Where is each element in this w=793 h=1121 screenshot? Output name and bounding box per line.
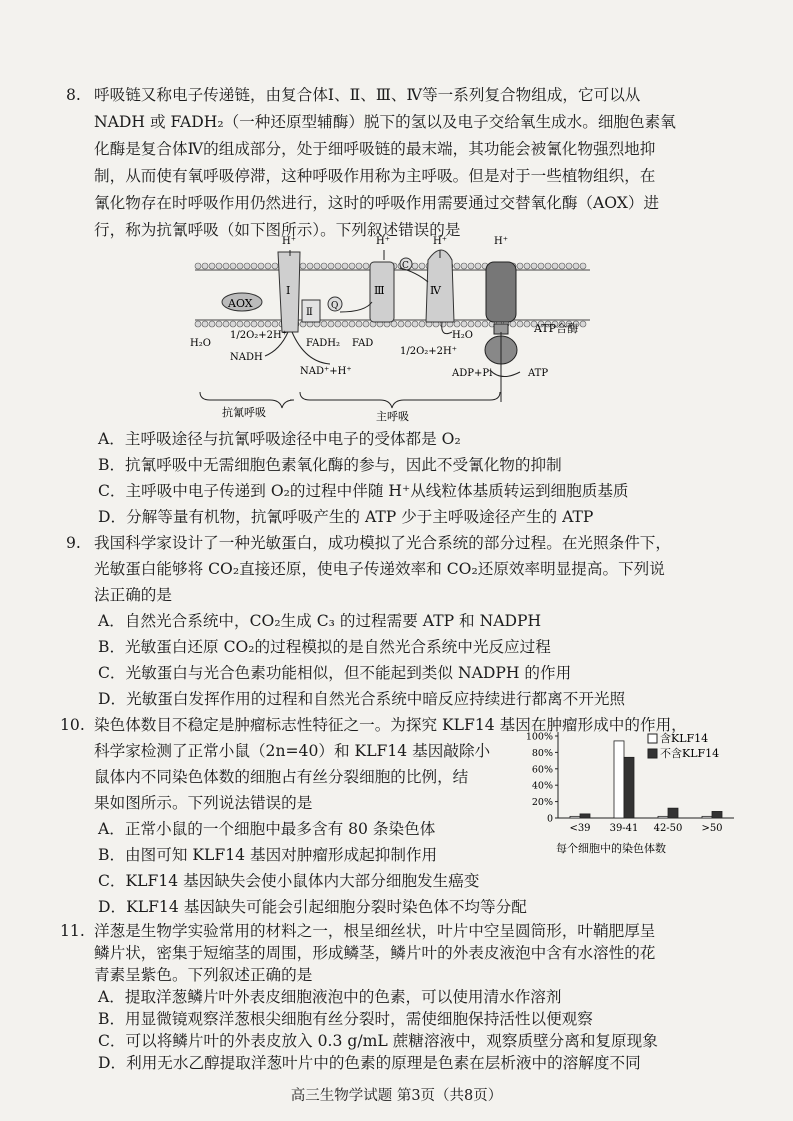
phospholipid-head bbox=[419, 263, 425, 269]
adp-label: ADP+Pi bbox=[452, 368, 493, 379]
phospholipid-head bbox=[272, 263, 278, 269]
aox-label: AOX bbox=[228, 297, 253, 310]
question-text-line: 鼠体内不同染色体数的细胞占有丝分裂细胞的比例，结 bbox=[94, 768, 469, 786]
y-tick-label: 60% bbox=[531, 764, 553, 776]
option-b: B．光敏蛋白还原 CO₂的过程模拟的是自然光合系统中光反应过程 bbox=[98, 638, 551, 656]
bar-with-klf14 bbox=[614, 741, 624, 818]
option-b: B．用显微镜观察洋葱根尖细胞有丝分裂时，需使细胞保持活性以便观察 bbox=[98, 1010, 593, 1028]
phospholipid-head bbox=[398, 321, 404, 327]
option-a: A．自然光合系统中，CO₂生成 C₃ 的过程需要 ATP 和 NADPH bbox=[98, 612, 542, 630]
cyanide-resistant-label: 抗氰呼吸 bbox=[222, 406, 266, 419]
page-footer: 高三生物学试题 第3页（共8页） bbox=[290, 1088, 503, 1104]
complex-3-label: Ⅲ bbox=[374, 284, 385, 297]
phospholipid-head bbox=[321, 321, 327, 327]
phospholipid-head bbox=[412, 321, 418, 327]
chart-x-axis-label: 每个细胞中的染色体数 bbox=[556, 842, 666, 855]
h-plus-label: H⁺ bbox=[433, 236, 447, 247]
y-tick-label: 40% bbox=[531, 780, 553, 792]
phospholipid-head bbox=[209, 321, 215, 327]
phospholipid-head bbox=[314, 263, 320, 269]
phospholipid-head bbox=[195, 263, 201, 269]
question-text-line: 洋葱是生物学实验常用的材料之一，根呈细丝状，叶片中空呈圆筒形，叶鞘肥厚呈 bbox=[94, 922, 656, 940]
phospholipid-head bbox=[265, 263, 271, 269]
phospholipid-head bbox=[524, 263, 530, 269]
option-d: D．利用无水乙醇提取洋葱叶片中的色素的原理是色素在层析液中的溶解度不同 bbox=[98, 1054, 641, 1072]
question-text-line: 果如图所示。下列说法错误的是 bbox=[94, 794, 313, 812]
bar-without-klf14 bbox=[580, 814, 590, 818]
phospholipid-head bbox=[454, 321, 460, 327]
phospholipid-head bbox=[517, 321, 523, 327]
legend-label-without: 不含KLF14 bbox=[660, 747, 720, 760]
option-b: B．由图可知 KLF14 基因对肿瘤形成起抑制作用 bbox=[98, 846, 438, 864]
phospholipid-head bbox=[524, 321, 530, 327]
phospholipid-head bbox=[468, 321, 474, 327]
bar-with-klf14 bbox=[702, 816, 712, 818]
phospholipid-head bbox=[244, 263, 250, 269]
question-text-line: 氰化物存在时呼吸作用仍然进行，这时的呼吸作用需要通过交替氧化酶（AOX）进 bbox=[94, 194, 660, 212]
question-text-line: 呼吸链又称电子传递链，由复合体Ⅰ、Ⅱ、Ⅲ、Ⅳ等一系列复合物组成，它可以从 bbox=[94, 86, 641, 104]
phospholipid-head bbox=[223, 263, 229, 269]
question-text-line: 法正确的是 bbox=[94, 586, 172, 604]
question-text-line: 青素呈紫色。下列叙述正确的是 bbox=[94, 966, 313, 984]
question-text-line: 制，从而使有氧呼吸停滞，这种呼吸作用称为主呼吸。但是对于一些植物组织，在 bbox=[94, 167, 656, 185]
phospholipid-head bbox=[580, 321, 586, 327]
x-tick-label: 39-41 bbox=[609, 823, 639, 834]
y-tick-label: 0 bbox=[546, 813, 553, 825]
question-text-line: NADH 或 FADH₂（一种还原型辅酶）脱下的氢以及电子交给氧生成水。细胞色素氧 bbox=[94, 113, 676, 131]
phospholipid-head bbox=[468, 263, 474, 269]
question-text-line: 科学家检测了正常小鼠（2n=40）和 KLF14 基因敲除小 bbox=[94, 742, 491, 760]
option-c: C．可以将鳞片叶的外表皮放入 0.3 g/mL 蔗糖溶液中，观察质壁分离和复原现象 bbox=[98, 1032, 658, 1050]
cytochrome-c-label: C bbox=[402, 261, 409, 271]
question-text-line: 光敏蛋白能够将 CO₂直接还原，使电子传递效率和 CO₂还原效率明显提高。下列说 bbox=[94, 560, 665, 578]
phospholipid-head bbox=[230, 263, 236, 269]
chart-legend bbox=[648, 731, 719, 760]
question-text-line: 染色体数目不稳定是肿瘤标志性特征之一。为探究 KLF14 基因在肿瘤形成中的作用， bbox=[94, 716, 687, 734]
phospholipid-head bbox=[461, 321, 467, 327]
phospholipid-head bbox=[419, 321, 425, 327]
oxygen-label: 1/2O₂+2H⁺ bbox=[230, 330, 288, 341]
phospholipid-head bbox=[552, 263, 558, 269]
phospholipid-head bbox=[475, 321, 481, 327]
bar-with-klf14 bbox=[658, 816, 668, 818]
option-a: A．正常小鼠的一个细胞中最多含有 80 条染色体 bbox=[98, 820, 436, 838]
question-text-line: 化酶是复合体Ⅳ的组成部分，处于细呼吸链的最末端，其功能会被氰化物强烈地抑 bbox=[94, 140, 656, 158]
phospholipid-head bbox=[265, 321, 271, 327]
bar-without-klf14 bbox=[624, 757, 634, 818]
phospholipid-head bbox=[307, 263, 313, 269]
h-plus-label: H⁺ bbox=[376, 236, 390, 247]
phospholipid-head bbox=[405, 321, 411, 327]
h-plus-label: H⁺ bbox=[494, 236, 508, 247]
phospholipid-head bbox=[223, 321, 229, 327]
legend-swatch-with bbox=[648, 734, 657, 743]
brace-right bbox=[300, 392, 500, 408]
y-tick-label: 20% bbox=[531, 797, 553, 809]
phospholipid-head bbox=[202, 321, 208, 327]
phospholipid-head bbox=[454, 263, 460, 269]
phospholipid-head bbox=[559, 263, 565, 269]
question-number: 8. bbox=[66, 86, 81, 104]
legend-label-with: 含KLF14 bbox=[660, 732, 709, 745]
question-text-line: 行，称为抗氰呼吸（如下图所示）。下列叙述错误的是 bbox=[94, 221, 461, 239]
phospholipid-head bbox=[195, 321, 201, 327]
phospholipid-head bbox=[209, 263, 215, 269]
option-a: A．提取洋葱鳞片叶外表皮细胞液泡中的色素，可以使用清水作溶剂 bbox=[98, 988, 562, 1006]
phospholipid-head bbox=[335, 263, 341, 269]
option-b: B．抗氰呼吸中无需细胞色素氧化酶的参与，因此不受氰化物的抑制 bbox=[98, 456, 562, 474]
phospholipid-head bbox=[202, 263, 208, 269]
option-d: D．光敏蛋白发挥作用的过程和自然光合系统中暗反应持续进行都离不开光照 bbox=[98, 690, 626, 708]
phospholipid-head bbox=[349, 321, 355, 327]
question-number: 10. bbox=[60, 716, 85, 734]
phospholipid-head bbox=[412, 263, 418, 269]
phospholipid-head bbox=[475, 263, 481, 269]
phospholipid-head bbox=[251, 321, 257, 327]
bar-without-klf14 bbox=[668, 808, 678, 818]
phospholipid-head bbox=[237, 263, 243, 269]
main-respiration-label: 主呼吸 bbox=[376, 410, 409, 422]
atp-synthase-label: ATP合酶 bbox=[534, 322, 579, 335]
x-tick-label: <39 bbox=[569, 823, 591, 834]
water-label: H₂O bbox=[452, 330, 473, 341]
phospholipid-head bbox=[237, 321, 243, 327]
legend-swatch-without bbox=[648, 749, 657, 758]
phospholipid-head bbox=[230, 321, 236, 327]
chromosome-chart bbox=[520, 718, 740, 858]
oxygen-label: 1/2O₂+2H⁺ bbox=[400, 346, 458, 357]
phospholipid-head bbox=[251, 263, 257, 269]
phospholipid-head bbox=[300, 263, 306, 269]
question-text-line: 鳞片状，密集于短缩茎的周围，形成鳞茎，鳞片叶的外表皮液泡中含有水溶性的花 bbox=[94, 944, 656, 962]
bar-with-klf14 bbox=[570, 816, 580, 818]
question-number: 9. bbox=[66, 534, 81, 552]
phospholipid-head bbox=[342, 321, 348, 327]
ubiquinone-label: Q bbox=[331, 301, 339, 311]
y-tick-label: 100% bbox=[525, 731, 553, 743]
complex-1-label: Ⅰ bbox=[286, 284, 291, 297]
phospholipid-head bbox=[482, 321, 488, 327]
phospholipid-head bbox=[321, 263, 327, 269]
phospholipid-head bbox=[538, 263, 544, 269]
phospholipid-head bbox=[216, 321, 222, 327]
phospholipid-head bbox=[258, 321, 264, 327]
nadh-label: NADH bbox=[230, 352, 263, 363]
phospholipid-head bbox=[573, 263, 579, 269]
phospholipid-head bbox=[517, 263, 523, 269]
option-c: C．主呼吸中电子传递到 O₂的过程中伴随 H⁺从线粒体基质转运到细胞质基质 bbox=[98, 482, 629, 500]
option-c: C．光敏蛋白与光合色素功能相似，但不能起到类似 NADPH 的作用 bbox=[98, 664, 572, 682]
phospholipid-head bbox=[244, 321, 250, 327]
phospholipid-head bbox=[363, 263, 369, 269]
option-a: A．主呼吸途径与抗氰呼吸途径中电子的受体都是 O₂ bbox=[98, 430, 461, 448]
phospholipid-head bbox=[328, 321, 334, 327]
phospholipid-head bbox=[335, 321, 341, 327]
question-text-line: 我国科学家设计了一种光敏蛋白，成功模拟了光合系统的部分过程。在光照条件下， bbox=[94, 534, 671, 552]
x-tick-label: 42-50 bbox=[653, 823, 683, 834]
phospholipid-head bbox=[531, 263, 537, 269]
fadh2-label: FADH₂ bbox=[306, 338, 341, 349]
phospholipid-head bbox=[356, 263, 362, 269]
h-plus-label: H⁺ bbox=[282, 236, 296, 247]
phospholipid-head bbox=[216, 263, 222, 269]
fad-label: FAD bbox=[352, 338, 374, 349]
y-tick-label: 80% bbox=[531, 747, 553, 759]
atp-label: ATP bbox=[528, 368, 549, 379]
phospholipid-head bbox=[328, 263, 334, 269]
complex-4-label: Ⅳ bbox=[430, 284, 441, 297]
bar-without-klf14 bbox=[712, 811, 722, 818]
option-d: D．分解等量有机物，抗氰呼吸产生的 ATP 少于主呼吸途径产生的 ATP bbox=[98, 508, 594, 526]
phospholipid-head bbox=[342, 263, 348, 269]
phospholipid-head bbox=[461, 263, 467, 269]
complex-2-label: Ⅱ bbox=[306, 307, 313, 318]
phospholipid-head bbox=[349, 263, 355, 269]
option-d: D．KLF14 基因缺失可能会引起细胞分裂时染色体不均等分配 bbox=[98, 898, 527, 916]
phospholipid-head bbox=[356, 321, 362, 327]
nad-label: NAD⁺+H⁺ bbox=[300, 366, 352, 377]
phospholipid-head bbox=[258, 263, 264, 269]
x-tick-label: >50 bbox=[701, 823, 723, 834]
phospholipid-head bbox=[545, 263, 551, 269]
phospholipid-head bbox=[580, 263, 586, 269]
question-number: 11. bbox=[60, 922, 85, 940]
option-c: C．KLF14 基因缺失会使小鼠体内大部分细胞发生癌变 bbox=[98, 872, 480, 890]
water-label: H₂O bbox=[190, 338, 211, 349]
phospholipid-head bbox=[272, 321, 278, 327]
respiratory-chain-diagram bbox=[190, 232, 630, 422]
phospholipid-head bbox=[363, 321, 369, 327]
phospholipid-head bbox=[566, 263, 572, 269]
